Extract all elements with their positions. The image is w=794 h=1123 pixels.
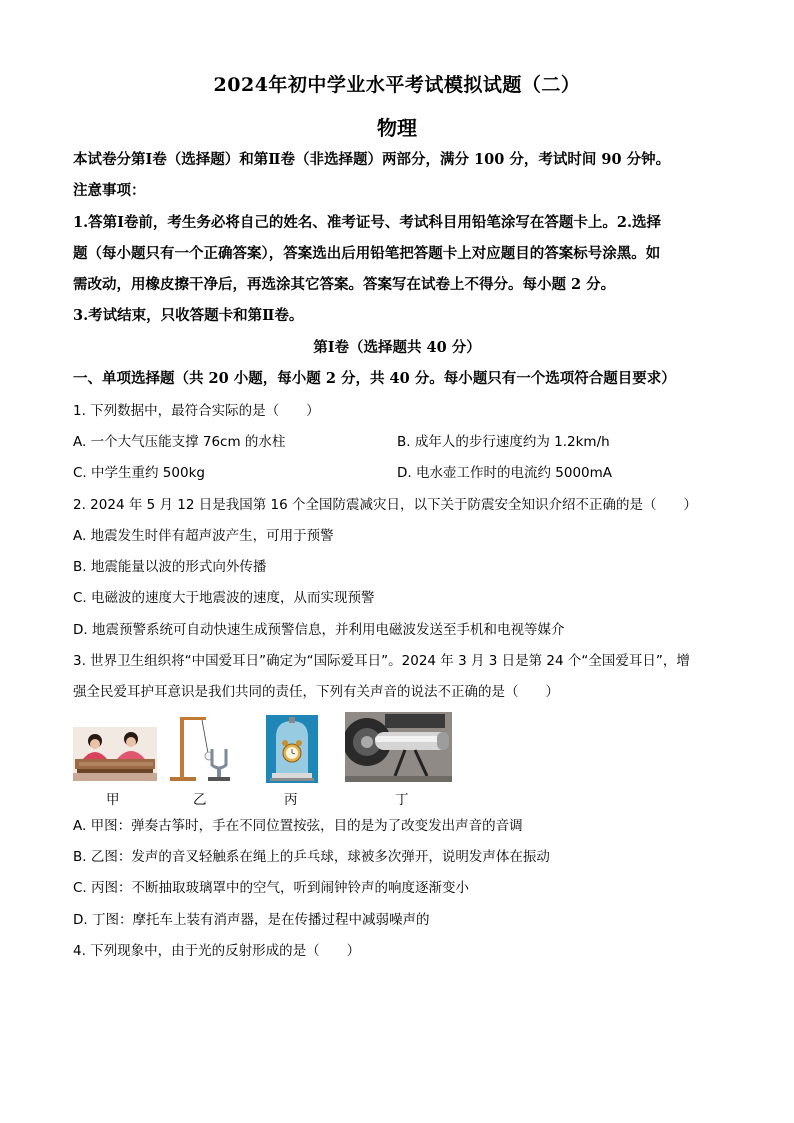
- question-3-option-a: A. 甲图：弹奏古筝时，手在不同位置按弦，目的是为了改变发出声音的音调: [73, 818, 523, 834]
- figure-label-yi: 乙: [193, 792, 207, 808]
- exam-title: 2024年初中学业水平考试模拟试题（二）: [213, 74, 581, 96]
- question-3-stem-line-1: 3. 世界卫生组织将“中国爱耳日”确定为“国际爱耳日”。2024 年 3 月 3 日是第 24 个“全国爱耳日”，增: [73, 653, 690, 669]
- question-2-option-b: B. 地震能量以波的形式向外传播: [73, 559, 267, 575]
- question-3-stem-line-2: 强全民爱耳护耳意识是我们共同的责任，下列有关声音的说法不正确的是（ ）: [73, 684, 559, 700]
- figure-tuning-fork-image: [168, 713, 232, 783]
- note-line-2: 题（每小题只有一个正确答案），答案选出后用铅笔把答题卡上对应题目的答案标号涂黑。如: [73, 245, 661, 262]
- question-1-option-d: D. 电水壶工作时的电流约 5000mA: [397, 465, 613, 481]
- question-3-option-c: C. 丙图：不断抽取玻璃罩中的空气，听到闹钟铃声的响度逐渐变小: [73, 880, 470, 896]
- figure-motorcycle-muffler-image: [345, 712, 452, 782]
- section-title: 第Ⅰ卷（选择题共 40 分）: [313, 339, 481, 356]
- exam-info: 本试卷分第Ⅰ卷（选择题）和第Ⅱ卷（非选择题）两部分，满分 100 分，考试时间 90 分钟。: [73, 151, 671, 168]
- note-line-1: 1.答第Ⅰ卷前，考生务必将自己的姓名、准考证号、考试科目用铅笔涂写在答题卡上。2.选择: [73, 214, 662, 231]
- question-2-option-a: A. 地震发生时伴有超声波产生，可用于预警: [73, 528, 334, 544]
- figure-label-ding: 丁: [395, 792, 409, 808]
- note-line-4: 3.考试结束，只收答题卡和第Ⅱ卷。: [73, 307, 304, 324]
- question-3-option-b: B. 乙图：发声的音叉轻触系在绳上的乒乓球，球被多次弹开，说明发声体在振动: [73, 849, 550, 865]
- figure-guzheng-image: [73, 727, 157, 781]
- question-2-stem: 2. 2024 年 5 月 12 日是我国第 16 个全国防震减灾日，以下关于防震安全知识介绍不正确的是（ ）: [73, 497, 698, 513]
- figure-label-jia: 甲: [106, 792, 120, 808]
- question-1-stem: 1. 下列数据中，最符合实际的是（ ）: [73, 403, 320, 419]
- question-3-option-d: D. 丁图：摩托车上装有消声器，是在传播过程中减弱噪声的: [73, 912, 430, 928]
- part-title: 一、单项选择题（共 20 小题，每小题 2 分，共 40 分。每小题只有一个选项符合题目要求）: [73, 370, 676, 387]
- note-line-3: 需改动，用橡皮擦干净后，再选涂其它答案。答案写在试卷上不得分。每小题 2 分。: [73, 276, 616, 293]
- figure-label-bing: 丙: [284, 792, 298, 808]
- question-1-option-c: C. 中学生重约 500kg: [73, 465, 205, 481]
- question-4-stem: 4. 下列现象中，由于光的反射形成的是（ ）: [73, 943, 361, 959]
- question-2-option-d: D. 地震预警系统可自动快速生成预警信息，并利用电磁波发送至手机和电视等媒介: [73, 622, 565, 638]
- question-2-option-c: C. 电磁波的速度大于地震波的速度，从而实现预警: [73, 590, 375, 606]
- subject-title: 物理: [377, 116, 417, 140]
- notes-title: 注意事项：: [73, 182, 146, 199]
- figure-bell-jar-image: [266, 715, 318, 783]
- question-1-option-a: A. 一个大气压能支撑 76cm 的水柱: [73, 434, 286, 450]
- question-1-option-b: B. 成年人的步行速度约为 1.2km/h: [397, 434, 610, 450]
